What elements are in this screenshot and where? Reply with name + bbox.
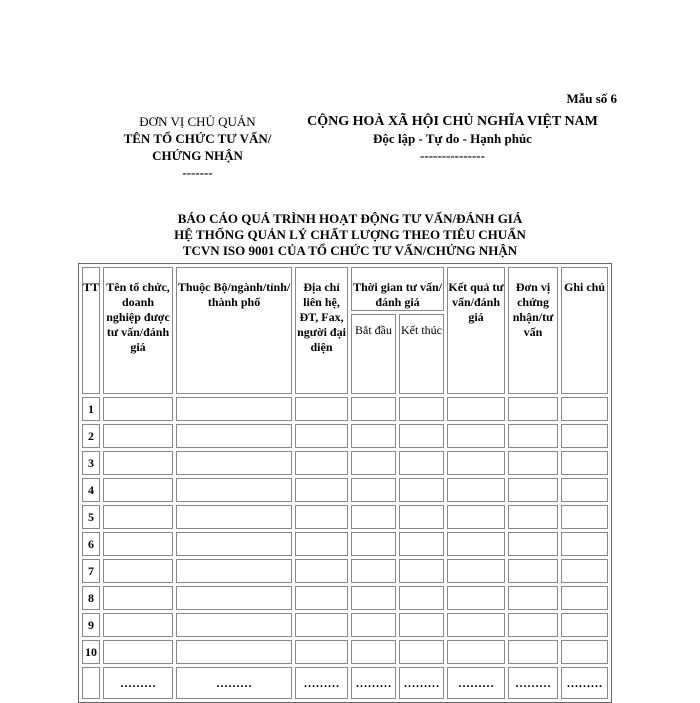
form-number: Mẫu số 6 [566,91,617,106]
table-row-ellipsis [82,667,608,699]
ellipsis-cell: ……… [351,667,396,699]
header-time: Thời gian tư vấn/đánh giá [351,267,444,311]
header-tt: TT [82,267,100,394]
table-row [82,640,608,664]
organization-name-line2: CHỨNG NHẬN [152,148,243,163]
table-row [82,451,608,475]
row-number: 7 [82,559,100,583]
header-ministry: Thuộc Bộ/ngành/tỉnh/ thành phố [176,267,292,394]
row-number: 9 [82,613,100,637]
row-number: 3 [82,451,100,475]
ellipsis-cell: ……… [561,667,608,699]
ellipsis-cell: ……… [176,667,292,699]
table-row [82,478,608,502]
report-title [80,211,620,259]
header-org-name: Tên tổ chức, doanh nghiệp được tư vấn/đánh giá [103,267,173,394]
table-row [82,424,608,448]
left-header [105,113,290,181]
header-contact: Địa chỉ liên hệ, ĐT, Fax, người đại diện [295,267,348,394]
right-header [290,113,615,164]
table-row [82,586,608,610]
header-end: Kết thúc [399,314,444,394]
table-row [82,532,608,556]
report-title-line3: TCVN ISO 9001 CỦA TỔ CHỨC TƯ VẤN/CHỨNG NHẬN [182,243,518,258]
left-header-rule: ------- [182,165,213,180]
ellipsis-cell: ……… [447,667,505,699]
table-row [82,613,608,637]
row-number: 4 [82,478,100,502]
national-motto: Độc lập - Tự do - Hạnh phúc [373,131,532,146]
governing-agency: ĐƠN VỊ CHỦ QUẢN [139,114,256,129]
right-header-rule: --------------- [420,148,485,163]
table-row [82,505,608,529]
national-title: CỘNG HOÀ XÃ HỘI CHỦ NGHĨA VIỆT NAM [307,114,598,129]
organization-name-line1: TÊN TỔ CHỨC TƯ VẤN/ [123,131,272,146]
row-number: 1 [82,397,100,421]
ellipsis-cell [82,667,100,699]
row-number: 6 [82,532,100,556]
row-number: 10 [82,640,100,664]
row-number: 5 [82,505,100,529]
ellipsis-cell: ……… [508,667,558,699]
table-row [82,559,608,583]
row-number: 2 [82,424,100,448]
report-title-line2: HỆ THỐNG QUẢN LÝ CHẤT LƯỢNG THEO TIÊU CHUẨN [174,227,526,242]
header-result: Kết quả tư vấn/đánh giá [447,267,505,394]
ellipsis-cell: ……… [399,667,444,699]
report-title-line1: BÁO CÁO QUÁ TRÌNH HOẠT ĐỘNG TƯ VẤN/ĐÁNH GIÁ [177,211,523,226]
table-row [82,397,608,421]
header-note: Ghi chú [561,267,608,394]
header-start: Bắt đầu [351,314,396,394]
row-number: 8 [82,586,100,610]
report-table [78,263,612,703]
header-cert-unit: Đơn vị chứng nhận/tư vấn [508,267,558,394]
ellipsis-cell: ……… [295,667,348,699]
ellipsis-cell: ……… [103,667,173,699]
